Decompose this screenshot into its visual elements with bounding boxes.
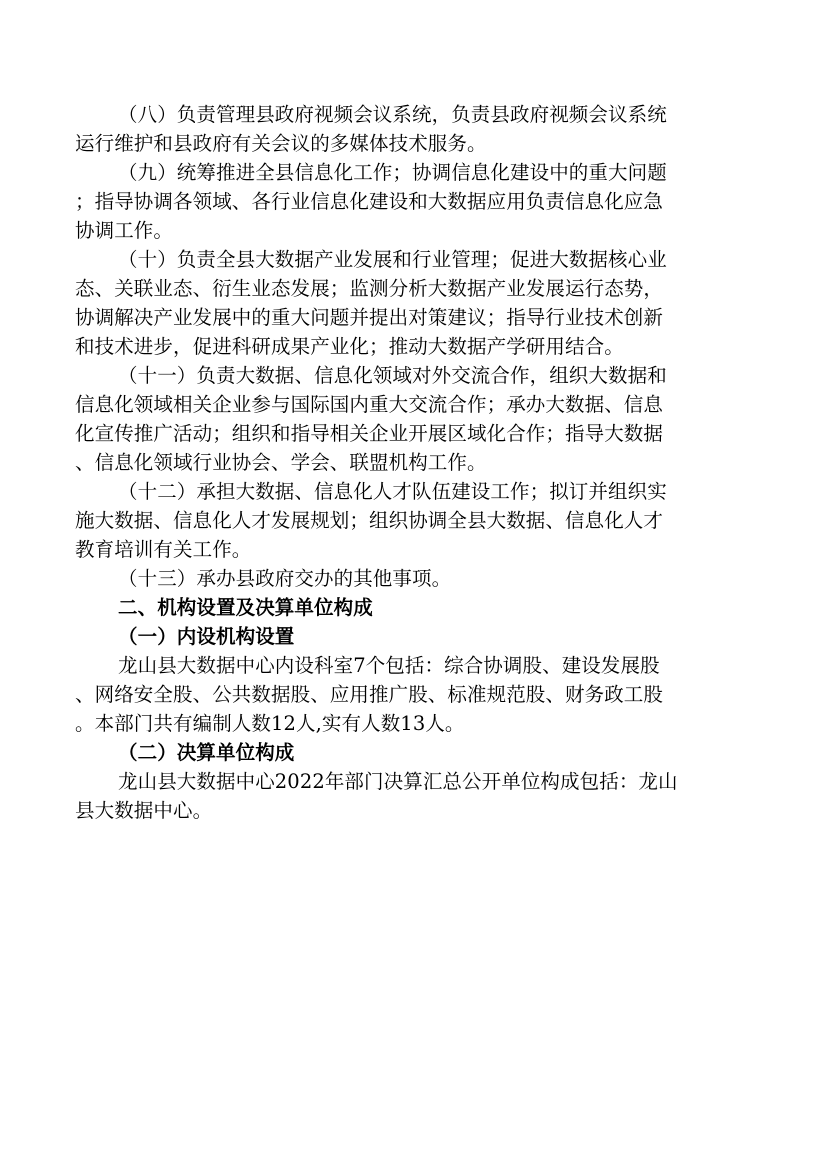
paragraph-9-line-1: （九）统筹推进全县信息化工作；协调信息化建设中的重大问题 — [118, 161, 667, 184]
paragraph-11-line-2: 信息化领域相关企业参与国际国内重大交流合作；承办大数据、信息 — [75, 393, 664, 416]
paragraph-11-line-4: 、信息化领域行业协会、学会、联盟机构工作。 — [75, 451, 487, 474]
paragraph-11-line-1: （十一）负责大数据、信息化领域对外交流合作，组织大数据和 — [118, 364, 667, 387]
paragraph-10-line-2: 态、关联业态、衍生业态发展；监测分析大数据产业发展运行态势， — [75, 277, 664, 300]
paragraph-11-line-3: 化宣传推广活动；组织和指导相关企业开展区域化合作；指导大数据 — [75, 422, 664, 445]
org-paragraph-line-3: 。本部门共有编制人数12人,实有人数13人。 — [75, 712, 465, 735]
paragraph-8-line-2: 运行维护和县政府有关会议的多媒体技术服务。 — [75, 132, 487, 155]
paragraph-9-line-3: 协调工作。 — [75, 219, 174, 242]
paragraph-13-line-1: （十三）承办县政府交办的其他事项。 — [118, 567, 452, 590]
subsection-heading-1: （一）内设机构设置 — [118, 625, 295, 648]
section-heading-2: 二、机构设置及决算单位构成 — [118, 596, 373, 619]
paragraph-10-line-1: （十）负责全县大数据产业发展和行业管理；促进大数据核心业 — [118, 248, 667, 271]
paragraph-12-line-2: 施大数据、信息化人才发展规划；组织协调全县大数据、信息化人才 — [75, 509, 664, 532]
paragraph-10-line-3: 协调解决产业发展中的重大问题并提出对策建议；指导行业技术创新 — [75, 306, 664, 329]
paragraph-12-line-1: （十二）承担大数据、信息化人才队伍建设工作；拟订并组织实 — [118, 480, 667, 503]
unit-paragraph-line-2: 县大数据中心。 — [75, 799, 213, 822]
unit-paragraph-line-1: 龙山县大数据中心2022年部门决算汇总公开单位构成包括：龙山 — [118, 770, 678, 793]
paragraph-10-line-4: 和技术进步，促进科研成果产业化；推动大数据产学研用结合。 — [75, 335, 624, 358]
org-paragraph-line-2: 、网络安全股、公共数据股、应用推广股、标准规范股、财务政工股 — [75, 683, 664, 706]
paragraph-12-line-3: 教育培训有关工作。 — [75, 538, 252, 561]
paragraph-9-line-2: ；指导协调各领域、各行业信息化建设和大数据应用负责信息化应急 — [75, 190, 664, 213]
org-paragraph-line-1: 龙山县大数据中心内设科室7个包括：综合协调股、建设发展股 — [118, 654, 660, 677]
paragraph-8-line-1: （八）负责管理县政府视频会议系统，负责县政府视频会议系统 — [118, 103, 667, 126]
subsection-heading-2: （二）决算单位构成 — [118, 741, 295, 764]
